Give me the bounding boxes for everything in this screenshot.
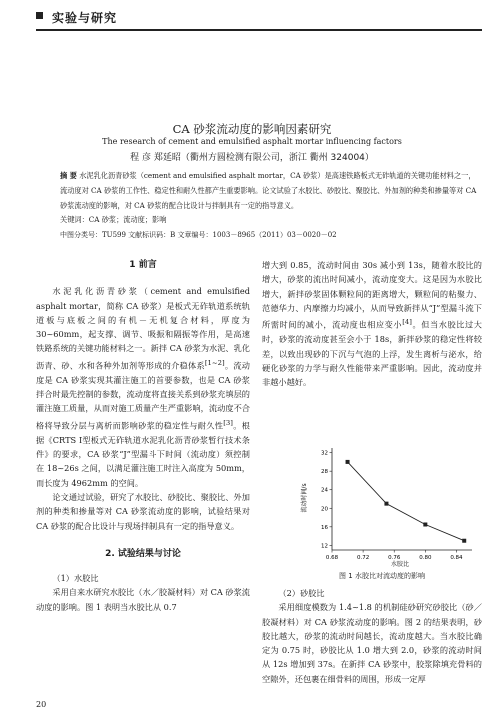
ref-3: [3]	[223, 418, 233, 427]
data-point	[423, 523, 427, 527]
chart-marks	[346, 460, 467, 543]
section-1-title: 1 前言	[129, 260, 157, 270]
y-tick-label: 12	[321, 543, 328, 550]
paragraph-wb-cont-b: 。但当水胶比过大时，砂浆的流动度甚至会小于 18s，新拌砂浆的稳定性将较差，以致出现砂的下沉与气泡的上浮，发生离析与泌水，给硬化砂浆的力学与耐久性能带来严重影响。因此，流动度并非越小越好。	[262, 319, 482, 388]
paragraph-intro-a: 水泥乳化沥青砂浆（cement and emulsified asphalt mortar，简称 CA 砂浆）是板式无砟轨道系统轨道板与底板之间的有机－无机复合材料，厚度为 30~60mm，起支撑、调节、吸振和隔振等作用，是高速铁路系统的关键功能材料之一。新拌 CA 砂浆为水泥、乳化沥青、砂、水和各种外加剂等形成的介稳体系	[36, 286, 250, 371]
data-point	[384, 502, 388, 506]
figure-1-caption: 图 1 水胶比对流动度的影响	[339, 572, 425, 580]
y-tick-label: 16	[321, 524, 328, 531]
right-column-bottom	[262, 586, 482, 686]
chart-axes	[321, 448, 472, 561]
left-column	[36, 258, 250, 614]
x-tick-label: 0.76	[388, 555, 401, 561]
data-point	[346, 460, 350, 464]
subsection-water-binder: （1）水胶比	[52, 573, 99, 584]
paragraph-intro-b: 。流动度是 CA 砂浆实现其灌注施工的首要参数，也是 CA 砂浆拌合时最先控制的参数，流动度将直接关系到砂浆充填层的灌注施工质量，从而对施工质量产生严重影响，流动度不合格将导致分层与离析而影响砂浆的稳定性与耐久性	[36, 360, 250, 431]
abstract-label: 摘 要	[60, 171, 77, 180]
keywords: 关键词：CA 砂浆；流动度；影响	[60, 215, 167, 224]
ref-4: [4]	[402, 318, 412, 327]
right-column-top	[262, 258, 482, 389]
paper-title: CA 砂浆流动度的影响因素研究	[172, 122, 332, 136]
y-axis-label: 流动时间/s	[301, 483, 308, 513]
y-tick-label: 32	[321, 450, 328, 457]
figure-1-chart	[300, 440, 480, 570]
series-line	[348, 462, 465, 541]
x-tick-label: 0.68	[325, 555, 339, 561]
paragraph-wb-cont-a: 增大到 0.85，流动时间由 30s 减小到 13s，随着水胶比的增大，砂浆的流出时间减小，流动度变大。这是因为水胶比增大，新拌砂浆固体颗粒间的距离增大，颗粒间的粘聚力、范德华力、内摩擦力均减小，从而导致新拌从“J”型漏斗流下所需时间的减小，流动度也相应变小	[262, 260, 482, 330]
header-rule	[36, 29, 482, 31]
paper-authors: 程 彦 郑延昭（衢州方圆检测有限公司，浙江 衢州 324004）	[130, 153, 374, 163]
x-tick-label: 0.80	[419, 555, 432, 561]
y-tick-label: 20	[321, 506, 328, 513]
paragraph-sand-binder: 采用细度模数为 1.4~1.8 的机制硅砂研究砂胶比（砂／胶凝材料）对 CA 砂浆流动度的影响。图 2 的结果表明，砂胶比越大，砂浆的流动时间越长，流动度越大。当水胶比确定为 0.75 时，砂胶比从 1.0 增大到 2.0，砂浆的流动时间从 12s 增加到 37s。在新拌 CA 砂浆中，胶浆除填充骨料的空隙外，还包裹在细骨料的周围，形成一定厚	[262, 602, 482, 684]
x-tick-label: 0.84	[450, 555, 463, 561]
ref-1-2: [1~2]	[204, 358, 225, 367]
section-2-title: 2. 试验结果与讨论	[105, 548, 181, 559]
paper-title-en: The research of cement and emulsified asphalt mortar influencing factors	[102, 137, 402, 146]
abstract-text: 水泥乳化沥青砂浆（cement and emulsified asphalt mortar，CA 砂浆）是高速铁路板式无砟轨道的关键功能材料之一，流动度对 CA 砂浆的工作性、稳定性和耐久性都产生重要影响。论文试验了水胶比、砂胶比、聚胶比、外加剂的种类和掺量等对 CA 砂浆流动度的影响，对 CA 砂浆的配合比设计与拌制具有一定的指导意义。	[60, 171, 477, 210]
classification-line: 中图分类号：TU599 文献标识码：B 文章编号：1003－8965（2011）03－0020－02	[60, 231, 337, 239]
x-axis-label: 水胶比	[390, 561, 410, 568]
subsection-sand-binder: （2）砂胶比	[278, 588, 325, 598]
paragraph-intro-c: 。根据《CRTS Ⅰ型板式无砟轨道水泥乳化沥青砂浆暂行技术条件》的要求，CA 砂浆“J”型漏斗下时间（流动度）须控制在 18~26s 之间，以满足灌注施工时注入高度为 50mm，而长度为 4962mm 的空间。	[36, 420, 250, 488]
paragraph-water-binder-cont	[262, 258, 482, 389]
paragraph-intro	[36, 284, 250, 490]
x-tick-label: 0.72	[356, 555, 370, 561]
data-point	[462, 539, 466, 543]
section-header: 实验与研究	[52, 11, 118, 25]
header-marker	[36, 12, 43, 19]
page-number: 20	[36, 700, 47, 709]
paragraph-purpose: 论文通过试验，研究了水胶比、砂胶比、聚胶比、外加剂的种类和掺量等对 CA 砂浆流动度的影响，试验结果对 CA 砂浆的配合比设计与现场拌制具有一定的指导意义。	[36, 491, 250, 531]
paragraph-water-binder: 采用自来水研究水胶比（水／胶凝材料）对 CA 砂浆流动度的影响。图 1 表明当水胶比从 0.7	[36, 587, 250, 612]
abstract	[60, 168, 480, 213]
y-tick-label: 24	[321, 487, 328, 494]
y-tick-label: 28	[321, 469, 328, 476]
